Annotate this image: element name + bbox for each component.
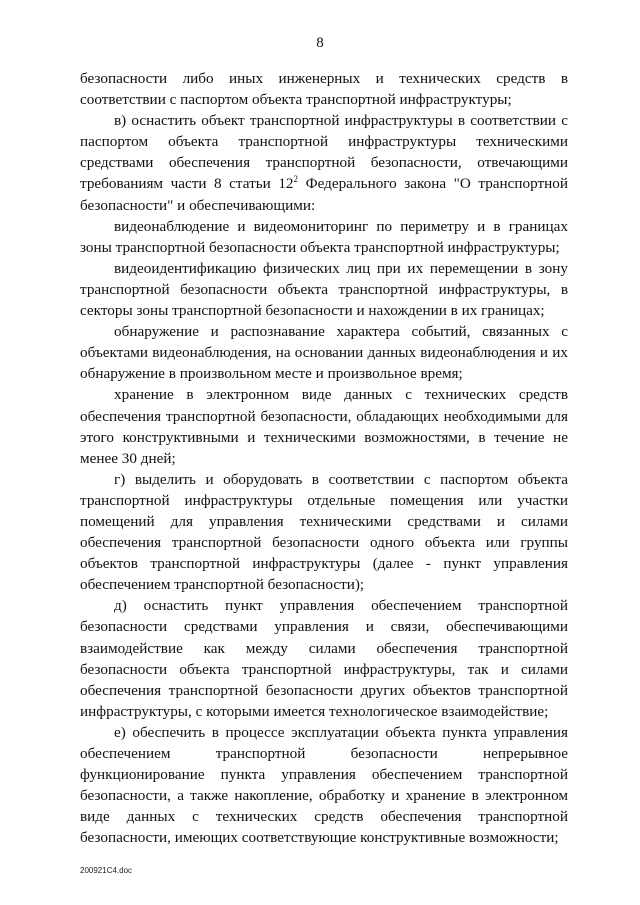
- paragraph-item-v-tail: Федерального закона "О транспортной безопасности" и обеспечивающими:: [80, 175, 568, 214]
- paragraph-item-v: [80, 110, 568, 215]
- document-body: [80, 68, 568, 848]
- footer-doc-code: 200921C4.doc: [80, 866, 133, 875]
- paragraph-data-storage: хранение в электронном виде данных с технических средств обеспечения транспортной безопасности, обладающих необходимыми для этого конструктивными и техническими возможностями, в течение не менее 30 дней;: [80, 386, 568, 467]
- page-number: 8: [316, 35, 324, 51]
- paragraph-item-e: е) обеспечить в процессе эксплуатации объекта пункта управления обеспечением транспортной безопасности непрерывное функционирование пункта управления обеспечением транспортной безопасности, а также накопление, обработку и хранение в электронном виде данных с технических средств обеспечения транспортной безопасности, имеющих соответствующие конструктивные возможности;: [80, 723, 568, 847]
- paragraph-event-detection: обнаружение и распознавание характера событий, связанных с объектами видеонаблюдения, на основании данных видеонаблюдения и их обнаружение в произвольном месте и произвольное время;: [80, 323, 568, 383]
- paragraph-video-identification: видеоидентификацию физических лиц при их перемещении в зону транспортной безопасности объекта транспортной инфраструктуры, в секторы зоны транспортной безопасности и нахождении в их границах;: [80, 259, 568, 320]
- paragraph-item-d: д) оснастить пункт управления обеспечением транспортной безопасности средствами управления и связи, обеспечивающими взаимодействие как между силами обеспечения транспортной безопасности объекта транспортной инфраструктуры, так и силами обеспечения транспортной безопасности других объектов транспортной инфраструктуры, с которыми имеется технологическое взаимодействие;: [80, 597, 568, 720]
- paragraph-item-g: г) выделить и оборудовать в соответствии с паспортом объекта транспортной инфраструктуры отдельные помещения или участки помещений для управления техническими средствами и силами обеспечения транспортной безопасности одного объекта или группы объектов транспортной инфраструктуры (далее - пункт управления обеспечением транспортной безопасности);: [80, 470, 568, 594]
- paragraph-item-v-text: в) оснастить объект транспортной инфраструктуры в соответствии с паспортом объекта транспортной инфраструктуры техническими средствами обеспечения транспортной безопасности, отвечающими требованиям части 8 статьи 12: [80, 112, 568, 193]
- paragraph-video-monitoring: видеонаблюдение и видеомониторинг по периметру и в границах зоны транспортной безопасности объекта транспортной инфраструктуры;: [80, 217, 568, 256]
- paragraph-continuation: безопасности либо иных инженерных и технических средств в соответствии с паспортом объекта транспортной инфраструктуры;: [80, 70, 568, 109]
- article-superscript: 2: [293, 174, 299, 185]
